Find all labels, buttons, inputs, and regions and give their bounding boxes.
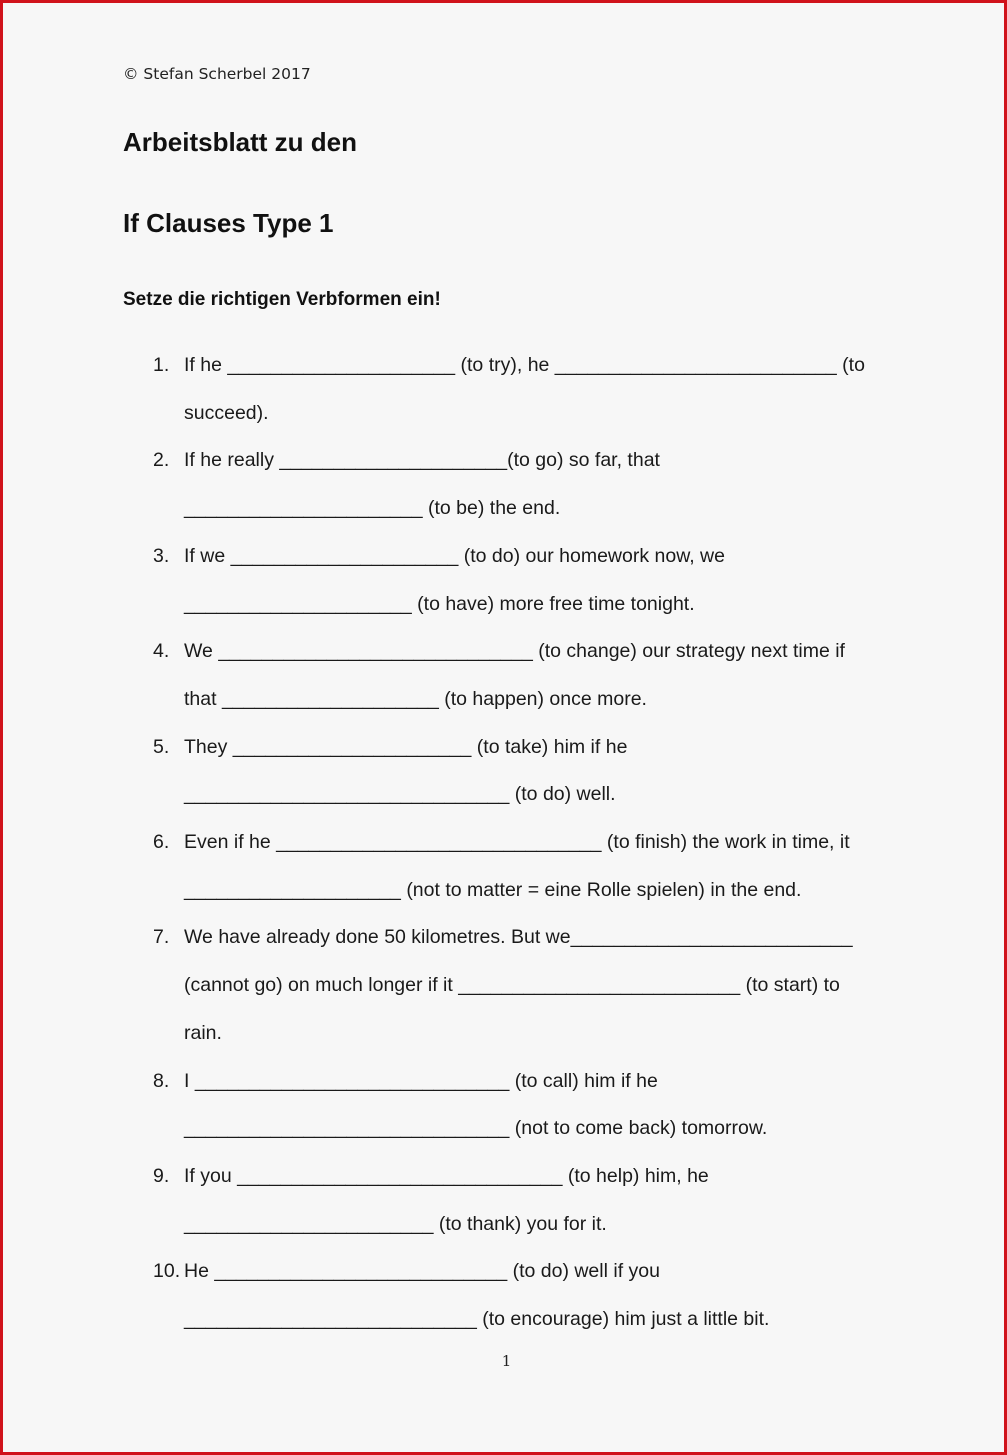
exercise-line: Even if he ______________________________ (to finish) the work in time, it (184, 831, 850, 853)
exercise-number: 1. (153, 354, 170, 376)
exercise-line: _____________________ (to have) more free time tonight. (184, 593, 695, 615)
exercise-line: _______________________ (to thank) you for it. (184, 1213, 607, 1235)
exercise-line: If he really _____________________(to go) so far, that (184, 449, 660, 471)
exercise-line: We _____________________________ (to change) our strategy next time if (184, 640, 845, 662)
title-line-2: If Clauses Type 1 (123, 208, 334, 238)
exercise-line: If we _____________________ (to do) our homework now, we (184, 545, 725, 567)
exercise-line: He ___________________________ (to do) well if you (184, 1260, 660, 1282)
exercise-line: I _____________________________ (to call) him if he (184, 1070, 658, 1092)
instruction-text: Setze die richtigen Verbformen ein! (123, 289, 441, 310)
exercise-line: If you ______________________________ (to help) him, he (184, 1165, 709, 1187)
exercise-line: ___________________________ (to encourage) him just a little bit. (184, 1308, 770, 1330)
exercise-line: They ______________________ (to take) him if he (184, 736, 628, 758)
exercise-number: 3. (153, 545, 170, 567)
exercise-number: 6. (153, 831, 170, 853)
exercise-line: succeed). (184, 402, 269, 424)
title-line-1: Arbeitsblatt zu den (123, 127, 358, 157)
exercise-line: We have already done 50 kilometres. But we__________________________ (184, 926, 853, 948)
exercise-line: (cannot go) on much longer if it __________________________ (to start) to (184, 974, 840, 996)
exercise-line: ______________________ (to be) the end. (184, 497, 561, 519)
exercise-number: 5. (153, 736, 170, 758)
exercise-number: 10. (153, 1260, 181, 1282)
exercise-number: 9. (153, 1165, 170, 1187)
exercise-line: ______________________________ (to do) well. (184, 783, 616, 805)
exercise-number: 2. (153, 449, 170, 471)
exercise-line: that ____________________ (to happen) once more. (184, 688, 647, 710)
exercise-line: ____________________ (not to matter = eine Rolle spielen) in the end. (184, 879, 802, 901)
copyright-notice: © Stefan Scherbel 2017 (123, 65, 311, 83)
exercise-number: 7. (153, 926, 170, 948)
exercise-number: 4. (153, 640, 170, 662)
page-number: 1 (501, 1352, 512, 1370)
exercise-line: If he _____________________ (to try), he __________________________ (to (184, 354, 865, 376)
exercise-number: 8. (153, 1070, 170, 1092)
exercise-line: ______________________________ (not to come back) tomorrow. (184, 1117, 768, 1139)
exercise-line: rain. (184, 1022, 222, 1044)
